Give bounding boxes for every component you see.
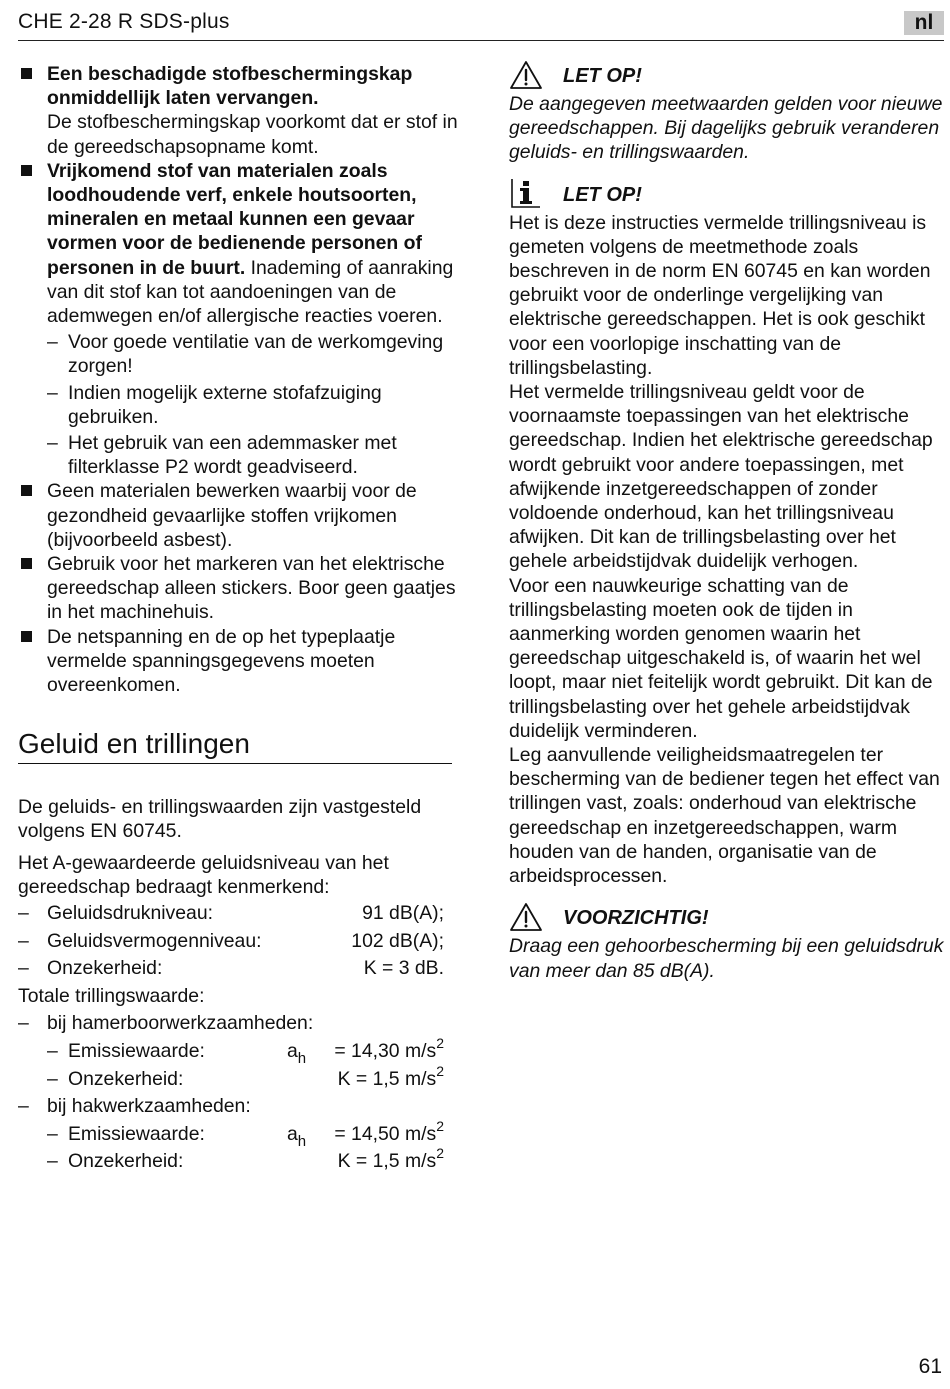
exponent: 2 xyxy=(436,1145,444,1162)
notice-header xyxy=(509,62,947,92)
safety-item-text: Geen materialen bewerken waarbij voor de gezondheid gevaarlijke stoffen vrijkomen (bijvoorbeeld asbest). xyxy=(47,480,417,551)
right-column xyxy=(509,62,947,983)
notice-text: Draag een gehoorbescherming bij een geluidsdruk van meer dan 85 dB(A). xyxy=(509,935,944,982)
notice-text: De aangegeven meetwaarden gelden voor nieuwe gereedschappen. Bij dagelijks gebruik veranderen geluids- en trillingswaarden. xyxy=(509,93,943,164)
vibration-group-label xyxy=(18,1011,458,1039)
safety-item-bold-text: Een beschadigde stofbeschermingskap onmiddellijk laten vervangen. xyxy=(47,63,413,110)
safety-item-hazardous xyxy=(18,479,458,552)
dash-marker: – xyxy=(47,432,58,455)
notice-hearing-protection xyxy=(509,904,947,982)
sound-row xyxy=(18,901,458,929)
vibration-row xyxy=(18,1035,458,1068)
vibration-row xyxy=(18,1062,458,1095)
dash-marker: – xyxy=(18,957,29,980)
emission-value xyxy=(334,1117,444,1147)
warning-triangle-icon xyxy=(509,60,543,90)
sound-values xyxy=(18,901,458,1177)
page-number: 61 xyxy=(918,1355,942,1378)
a-symbol: a xyxy=(287,1122,298,1145)
paragraph: De geluids- en trillingswaarden zijn vastgesteld volgens EN 60745. xyxy=(18,796,422,843)
vibration-title-text: Totale trillingswaarde: xyxy=(18,984,205,1007)
a-symbol: a xyxy=(287,1040,298,1063)
dash-marker: – xyxy=(18,1012,29,1035)
sound-label: Onzekerheid: xyxy=(47,957,163,980)
safety-subitem xyxy=(18,381,458,429)
emission-symbol xyxy=(287,1122,306,1148)
safety-item-text: Inademing of aanraking van dit stof kan tot aandoeningen van de ademwegen en/of allergische reacties voeren. xyxy=(47,256,454,328)
sound-label: Geluidsvermogenniveau: xyxy=(47,929,262,952)
info-icon xyxy=(510,177,542,209)
safety-item-bold-text: Vrijkomend stof van materialen zoals loodhoudende verf, enkele houtsoorten, mineralen en metaal kunnen een gevaar vormen voor de bedienende personen of personen in de buurt. xyxy=(47,159,422,279)
dash-marker: – xyxy=(47,381,58,404)
language-badge: nl xyxy=(904,11,944,35)
uncertainty-value-text: K = 1,5 m/s xyxy=(337,1150,437,1173)
bullet-square-icon xyxy=(21,68,32,79)
paragraph: Het A-gewaardeerde geluidsniveau van het gereedschap bedraagt kenmerkend: xyxy=(18,851,389,898)
vibration-row xyxy=(18,1117,458,1150)
bullet-square-icon xyxy=(21,165,32,176)
dash-marker: – xyxy=(47,1067,58,1090)
warning-triangle-icon xyxy=(509,902,543,932)
notice-vibration-info xyxy=(509,181,947,889)
notice-paragraph: Voor een nauwkeurige schatting van de trillingsbelasting moeten ook de tijden in aanmerking worden genomen waarin het gereedschap uitgeschakeld is, of waarin het wel loopt, maar niet feitelijk wordt gebruikt. Dit kan de trillingsbelasting over het gehele arbeidstijdvak duidelijk verminderen. xyxy=(509,574,933,742)
vibration-group-text: bij hakwerkzaamheden: xyxy=(47,1095,251,1118)
safety-subitem-text: Het gebruik van een ademmasker met filterklasse P2 wordt geadviseerd. xyxy=(68,432,397,479)
notice-header xyxy=(509,904,947,934)
sound-label: Geluidsdrukniveau: xyxy=(47,902,213,925)
uncertainty-value xyxy=(337,1062,444,1092)
dash-marker: – xyxy=(47,331,58,354)
bullet-square-icon xyxy=(21,558,32,569)
safety-subitem xyxy=(18,431,458,479)
safety-item-dust-cap xyxy=(18,62,458,159)
vibration-group-label xyxy=(18,1094,458,1122)
safety-subitem-text: Indien mogelijk externe stofafzuiging gebruiken. xyxy=(68,381,382,428)
vibration-row xyxy=(18,1145,458,1177)
section-heading: Geluid en trillingen xyxy=(18,727,452,764)
safety-subitem xyxy=(18,330,458,378)
notice-header xyxy=(509,181,947,211)
emission-symbol xyxy=(287,1039,307,1068)
emission-value-text: = 14,50 m/s xyxy=(334,1122,437,1145)
notice-paragraph: Het vermelde trillingsniveau geldt voor de voornaamste toepassingen van het elektrische gereedschap. Indien het elektrische gereedschap wordt gebruikt voor andere toepassingen, met afwijkende inzetgereedschappen of zonder voldoende onderhoud, kan het trillingsniveau afwijken. Dit kan de trillingsbelasting over het gehele arbeidstijdvak duidelijk verhogen. xyxy=(509,381,933,573)
exponent: 2 xyxy=(436,1035,444,1052)
dash-marker: – xyxy=(18,1095,29,1118)
dash-marker: – xyxy=(18,929,29,952)
exponent: 2 xyxy=(436,1062,444,1079)
notice-measurement xyxy=(509,62,947,165)
emission-label: Emissiewaarde: xyxy=(68,1122,205,1145)
a-subscript: h xyxy=(297,1050,307,1068)
safety-item-text: De stofbeschermingskap voorkomt dat er stof in de gereedschapsopname komt. xyxy=(47,111,458,158)
notice-title: LET OP! xyxy=(563,65,642,87)
notice-paragraph: Leg aanvullende veiligheidsmaatregelen ter bescherming van de bediener tegen het effect van trillingen vast, zoals: onderhoud van elektrische gereedschap en inzetgereedschappen, warm houden van de handen, organisatie van de arbeidsprocessen. xyxy=(509,744,940,888)
safety-subitem-text: Voor goede ventilatie van de werkomgeving zorgen! xyxy=(68,331,444,378)
bullet-square-icon xyxy=(21,631,32,642)
emission-label: Emissiewaarde: xyxy=(68,1040,205,1063)
dash-marker: – xyxy=(18,902,29,925)
emission-value-text: = 14,30 m/s xyxy=(334,1040,437,1063)
emission-value xyxy=(334,1035,444,1064)
sound-value: 91 dB(A); xyxy=(362,902,444,925)
uncertainty-label: Onzekerheid: xyxy=(68,1067,184,1090)
uncertainty-value xyxy=(337,1145,444,1174)
safety-item-voltage xyxy=(18,625,458,698)
a-subscript: h xyxy=(297,1132,307,1150)
notice-title: VOORZICHTIG! xyxy=(563,907,709,930)
safety-item-text: Gebruik voor het markeren van het elektrische gereedschap alleen stickers. Boor geen gaatjes in het machinehuis. xyxy=(47,553,456,624)
safety-item-dust xyxy=(18,159,458,328)
dash-marker: – xyxy=(47,1040,58,1063)
vibration-title xyxy=(18,984,458,1012)
notice-paragraph: Het is deze instructies vermelde trillingsniveau is gemeten volgens de meetmethode zoals beschreven in de norm EN 60745 en kan worden gebruikt voor de onderlinge vergelijking van elektrische gereedschappen. Het is ook geschikt voor een voorlopige inschatting van de trillingsbelasting. xyxy=(509,211,931,379)
document-title: CHE 2-28 R SDS-plus xyxy=(18,10,230,33)
sound-value: 102 dB(A); xyxy=(351,929,444,952)
dash-marker: – xyxy=(47,1150,58,1173)
notice-title: LET OP! xyxy=(563,183,642,206)
safety-item-stickers xyxy=(18,552,458,625)
page-header xyxy=(18,8,944,41)
uncertainty-value-text: K = 1,5 m/s xyxy=(337,1067,437,1090)
sound-value: K = 3 dB. xyxy=(363,957,444,980)
exponent: 2 xyxy=(436,1117,444,1134)
bullet-square-icon xyxy=(21,485,32,496)
sound-row xyxy=(18,929,458,957)
safety-item-text: De netspanning en de op het typeplaatje vermelde spanningsgegevens moeten overeenkomen. xyxy=(47,625,396,697)
dash-marker: – xyxy=(47,1122,58,1145)
uncertainty-label: Onzekerheid: xyxy=(68,1150,184,1173)
sound-row xyxy=(18,956,458,984)
left-column xyxy=(18,62,458,1177)
vibration-group-text: bij hamerboorwerkzaamheden: xyxy=(47,1012,314,1035)
